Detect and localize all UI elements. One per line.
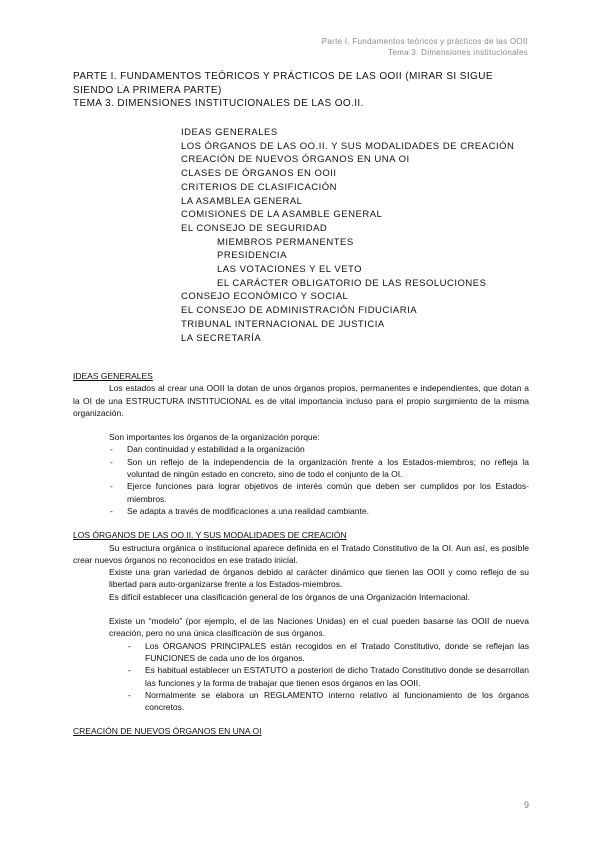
toc-entry: CONSEJO ECONÓMICO Y SOCIAL	[181, 291, 349, 303]
paragraph: Existe una gran variedad de órganos debido al carácter dinámico que tienen las OOII y como reflejo de su libertad para auto-organizarse frente a los Estados-miembros.	[109, 567, 529, 590]
list-item: - Normalmente se elabora un REGLAMENTO interno relativo al funcionamiento de los órganos concretos.	[128, 689, 529, 713]
toc-entry: COMISIONES DE LA ASAMBLE GENERAL	[181, 209, 383, 221]
list-item-text: Normalmente se elabora un REGLAMENTO interno relativo al funcionamiento de los órganos concretos.	[145, 689, 529, 713]
toc-subentry: MIEMBROS PERMANENTES	[217, 236, 354, 248]
toc-subentry: EL CARÁCTER OBLIGATORIO DE LAS RESOLUCIONES	[217, 277, 487, 289]
document-title	[73, 70, 533, 111]
body-text	[73, 370, 529, 738]
section-heading-creacion: CREACIÓN DE NUEVOS ÓRGANOS EN UNA OI	[73, 726, 262, 737]
bullet-list	[73, 640, 529, 714]
toc-entry: IDEAS GENERALES	[181, 127, 278, 138]
running-header-topic: Tema 3. Dimensiones institucionales	[388, 48, 528, 57]
list-item: - Los ÓRGANOS PRINCIPALES están recogidos en el Tratado Constitutivo, donde se reflejan las FUNCIONES de cada uno de los órganos.	[128, 640, 529, 663]
list-item: - Ejerce funciones para lograr objetivos de interés común que deben ser cumplidos por los Estados-miembros.	[110, 481, 529, 504]
part-title: PARTE I. FUNDAMENTOS TEÓRICOS Y PRÁCTICOS DE LAS OOII (MIRAR SI SIGUE SIENDO LA PRIMERA PARTE)	[73, 71, 493, 96]
list-item-text: Los ÓRGANOS PRINCIPALES están recogidos en el Tratado Constitutivo, donde se reflejan las FUNCIONES de cada uno de los órganos.	[145, 640, 529, 663]
paragraph: Su estructura orgánica o institucional aparece definida en el Tratado Constitutivo de la OI. Aun así, es posible crear nuevos órganos no reconocidos en ese tratado inicial.	[73, 542, 529, 565]
paragraph: Son importantes los órganos de la organización porque:	[109, 432, 320, 443]
toc-entry: EL CONSEJO DE ADMINISTRACIÓN FIDUCIARIA	[181, 305, 418, 317]
list-item: - Se adapta a través de modificaciones a una realidad cambiante.	[110, 505, 369, 516]
topic-title: TEMA 3. DIMENSIONES INSTITUCIONALES DE LAS OO.II.	[73, 98, 364, 109]
list-item: - Dan continuidad y estabilidad a la organización	[110, 444, 305, 455]
toc-subentry: PRESIDENCIA	[217, 250, 287, 262]
running-header	[322, 36, 528, 58]
list-item-text: Ejerce funciones para lograr objetivos de interés común que deben ser cumplidos por los Estados-miembros.	[127, 481, 529, 504]
list-item-text: Se adapta a través de modificaciones a una realidad cambiante.	[127, 505, 369, 516]
paragraph: Los estados al crear una OOII la dotan de unos órganos propios, permanentes e independientes, que dotan a la OI de una ESTRUCTURA INSTITUCIONAL es de vital importancia incluso para el propio surgimiento de la misma organización.	[73, 383, 529, 418]
toc-subentry: LAS VOTACIONES Y EL VETO	[217, 264, 363, 276]
page-number: 9	[523, 800, 529, 810]
section-heading-organos: LOS ÓRGANOS DE LAS OO.II. Y SUS MODALIDADES DE CREACIÓN	[73, 530, 347, 541]
toc-entry: LA ASAMBLEA GENERAL	[181, 195, 303, 207]
bullet-list	[73, 443, 529, 517]
running-header-part: Parte I. Fundamentos teóricos y prácticos de las OOII	[321, 37, 528, 46]
list-item: - Son un reflejo de la independencia de la organización frente a los Estados-miembros; no refleja la voluntad de ningún estado en concreto, sino de todo el conjunto de la OI.	[110, 456, 529, 480]
paragraph: Es difícil establecer una clasificación general de los órganos de una Organización Internacional.	[109, 591, 470, 602]
toc-entry: CRITERIOS DE CLASIFICACIÓN	[181, 181, 338, 193]
toc-entry: CREACIÓN DE NUEVOS ÓRGANOS EN UNA OI	[181, 154, 410, 166]
paragraph: Existe un “modelo” (por ejemplo, el de las Naciones Unidas) en el cual pueden basarse las OOII de nueva creación, pero no una única clasificación de sus órganos.	[109, 616, 529, 639]
table-of-contents	[181, 126, 514, 345]
toc-entry: EL CONSEJO DE SEGURIDAD	[181, 222, 328, 234]
toc-entry: LOS ÓRGANOS DE LAS OO.II. Y SUS MODALIDADES DE CREACIÓN	[181, 140, 515, 152]
toc-entry: CLASES DE ÓRGANOS EN OOII	[181, 168, 337, 180]
list-item-text: Es habitual establecer un ESTATUTO a posteriori de dicho Tratado Constitutivo donde se desarrollan las funciones y la forma de trabajar que tienen esos órganos en las OOII.	[145, 665, 529, 688]
list-item-text: Dan continuidad y estabilidad a la organización	[127, 444, 305, 455]
list-item: - Es habitual establecer un ESTATUTO a posteriori de dicho Tratado Constitutivo donde se desarrollan las funciones y la forma de trabajar que tienen esos órganos en las OOII.	[128, 665, 529, 688]
list-item-text: Son un reflejo de la independencia de la organización frente a los Estados-miembros; no refleja la voluntad de ningún estado en concreto, sino de todo el conjunto de la OI.	[127, 456, 529, 480]
toc-entry: LA SECRETARÍA	[181, 332, 262, 344]
toc-entry: TRIBUNAL INTERNACIONAL DE JUSTICIA	[181, 318, 385, 330]
section-heading-ideas: IDEAS GENERALES	[73, 371, 153, 381]
